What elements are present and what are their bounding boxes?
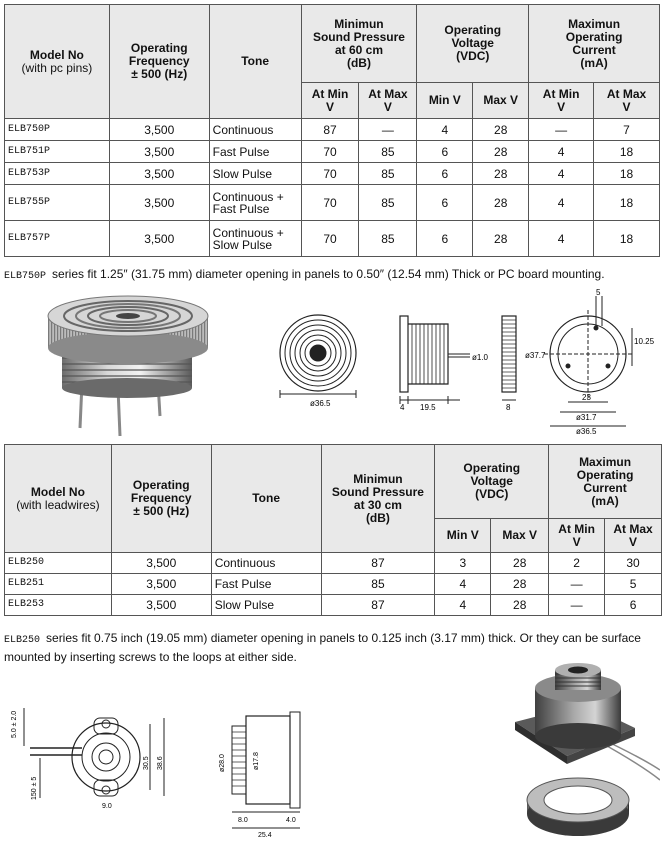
dim-diameter-b: ø17.8 xyxy=(253,752,260,770)
cell-voltage-min: 6 xyxy=(417,185,473,221)
cell-current-min: — xyxy=(549,574,605,595)
cell-current-max: 5 xyxy=(605,574,662,595)
cell-voltage-min: 4 xyxy=(435,574,491,595)
cell-current-min: 4 xyxy=(529,185,594,221)
caption-text: series fit 0.75 inch (19.05 mm) diameter opening in panels to 0.125 inch (3.17 mm) thick. Or they can be surface mounted by inserting screws to the loops at either side. xyxy=(4,631,641,664)
cell-current-min: 2 xyxy=(549,553,605,574)
cell-tone: Continuous + Slow Pulse xyxy=(209,221,301,257)
col-model-header: Model No (with leadwires) xyxy=(5,445,112,553)
dim-front-diameter: ø36.5 xyxy=(310,399,331,408)
dim-side-b: 19.5 xyxy=(420,403,436,412)
table-row xyxy=(5,553,662,574)
cell-tone: Fast Pulse xyxy=(211,574,321,595)
cell-voltage-max: 28 xyxy=(473,141,529,163)
cell-frequency: 3,500 xyxy=(111,595,211,616)
cell-model: ELB751P xyxy=(5,141,110,163)
dim-ring-diameter: ø37.7 xyxy=(525,351,546,360)
cell-current-max: 7 xyxy=(594,119,660,141)
dim-top-width: 5 xyxy=(596,288,601,297)
subcol-current-at-min: At Min V xyxy=(549,519,605,553)
cell-voltage-max: 28 xyxy=(473,221,529,257)
cell-model: ELB753P xyxy=(5,163,110,185)
dim-inner-diameter: ø31.7 xyxy=(576,413,597,422)
col-tone-header: Tone xyxy=(211,445,321,553)
col-voltage-header: Operating Voltage (VDC) xyxy=(417,5,529,83)
cell-pressure-min: 87 xyxy=(301,119,359,141)
col-current-header: Maximun Operating Current (mA) xyxy=(529,5,660,83)
spec-table-pc-pins xyxy=(4,4,660,257)
cell-voltage-max: 28 xyxy=(491,595,549,616)
cell-voltage-min: 4 xyxy=(417,119,473,141)
subcol-voltage-max: Max V xyxy=(473,83,529,119)
cell-current-max: 18 xyxy=(594,163,660,185)
col-tone-header: Tone xyxy=(209,5,301,119)
subcol-pressure-at-min: At Min V xyxy=(301,83,359,119)
cell-tone: Continuous xyxy=(211,553,321,574)
cell-current-min: 4 xyxy=(529,141,594,163)
cell-tone: Fast Pulse xyxy=(209,141,301,163)
cell-current-min: 4 xyxy=(529,221,594,257)
dim-hole: 5.0 ± 2.0 xyxy=(11,710,18,738)
dim-depth-total: 25.4 xyxy=(258,832,272,838)
dim-depth-b: 4.0 xyxy=(286,817,296,824)
caption-model: ELB750P xyxy=(4,271,47,282)
cell-current-max: 30 xyxy=(605,553,662,574)
cell-voltage-max: 28 xyxy=(473,163,529,185)
cell-current-min: 4 xyxy=(529,163,594,185)
cell-voltage-max: 28 xyxy=(491,553,549,574)
subcol-current-at-min: At Min V xyxy=(529,83,594,119)
cell-current-max: 18 xyxy=(594,185,660,221)
cell-tone: Continuous + Fast Pulse xyxy=(209,185,301,221)
cell-tone: Slow Pulse xyxy=(211,595,321,616)
cell-voltage-max: 28 xyxy=(491,574,549,595)
cell-pressure-max: 85 xyxy=(359,141,417,163)
subcol-voltage-min: Min V xyxy=(435,519,491,553)
table-row xyxy=(5,595,662,616)
cell-pressure: 87 xyxy=(321,553,435,574)
cell-model: ELB253 xyxy=(5,595,112,616)
col-current-header: Maximun Operating Current (mA) xyxy=(549,445,662,519)
cell-voltage-min: 6 xyxy=(417,141,473,163)
buzzer-leadwire-drawing xyxy=(10,688,310,838)
cell-pressure-min: 70 xyxy=(301,141,359,163)
dim-span-b: 38.6 xyxy=(157,756,164,770)
spec-table-leadwires xyxy=(4,444,662,616)
dim-bottom: 9.0 xyxy=(102,803,112,810)
dim-span-a: 30.5 xyxy=(143,756,150,770)
subcol-current-at-max: At Max V xyxy=(605,519,662,553)
cell-pressure-min: 70 xyxy=(301,185,359,221)
cell-current-min: — xyxy=(529,119,594,141)
cell-model: ELB755P xyxy=(5,185,110,221)
cell-model: ELB251 xyxy=(5,574,112,595)
cell-model: ELB750P xyxy=(5,119,110,141)
col-frequency-header: Operating Frequency ± 500 (Hz) xyxy=(111,445,211,553)
caption-pc-pins-series xyxy=(4,266,660,285)
dim-lead-length: 150 ± 5 xyxy=(31,776,38,800)
col-frequency-header: Operating Frequency ± 500 (Hz) xyxy=(109,5,209,119)
dim-spacing: 23 xyxy=(582,393,591,402)
dim-diameter-a: ø28.0 xyxy=(219,754,226,772)
table-row xyxy=(5,141,660,163)
buzzer-pc-pins-drawing xyxy=(270,286,660,438)
cell-pressure-min: 70 xyxy=(301,163,359,185)
dim-side-a: 4 xyxy=(400,403,405,412)
cell-voltage-max: 28 xyxy=(473,119,529,141)
cell-pressure-max: — xyxy=(359,119,417,141)
cell-current-max: 18 xyxy=(594,221,660,257)
table-row xyxy=(5,185,660,221)
col-model-header: Model No (with pc pins) xyxy=(5,5,110,119)
cell-voltage-min: 3 xyxy=(435,553,491,574)
subcol-pressure-at-max: At Max V xyxy=(359,83,417,119)
cell-voltage-min: 6 xyxy=(417,163,473,185)
cell-voltage-min: 6 xyxy=(417,221,473,257)
cell-pressure-max: 85 xyxy=(359,221,417,257)
buzzer-pc-pins-photo xyxy=(30,288,240,438)
cell-pressure-max: 85 xyxy=(359,163,417,185)
cell-current-max: 18 xyxy=(594,141,660,163)
cell-tone: Continuous xyxy=(209,119,301,141)
cell-current-min: — xyxy=(549,595,605,616)
cell-pressure-max: 85 xyxy=(359,185,417,221)
dim-outer-diameter: ø36.5 xyxy=(576,427,597,436)
caption-text: series fit 1.25″ (31.75 mm) diameter opening in panels to 0.50″ (12.54 mm) Thick or PC board mounting. xyxy=(52,267,605,281)
col-pressure-header: Minimun Sound Pressure at 30 cm (dB) xyxy=(321,445,435,553)
cell-model: ELB757P xyxy=(5,221,110,257)
cell-voltage-min: 4 xyxy=(435,595,491,616)
cell-frequency: 3,500 xyxy=(109,185,209,221)
table-row xyxy=(5,119,660,141)
cell-tone: Slow Pulse xyxy=(209,163,301,185)
table-row xyxy=(5,221,660,257)
dim-height: 10.25 xyxy=(634,337,655,346)
caption-model: ELB250 xyxy=(4,635,41,646)
cell-frequency: 3,500 xyxy=(109,221,209,257)
cell-frequency: 3,500 xyxy=(109,163,209,185)
buzzer-leadwire-photo xyxy=(505,660,660,846)
table-row xyxy=(5,574,662,595)
dim-pin-diameter: ø1.0 xyxy=(472,353,489,362)
cell-frequency: 3,500 xyxy=(111,574,211,595)
cell-frequency: 3,500 xyxy=(109,119,209,141)
cell-pressure: 85 xyxy=(321,574,435,595)
subcol-current-at-max: At Max V xyxy=(594,83,660,119)
cell-pressure: 87 xyxy=(321,595,435,616)
subcol-voltage-max: Max V xyxy=(491,519,549,553)
table-row xyxy=(5,163,660,185)
dim-depth-a: 8.0 xyxy=(238,817,248,824)
cell-voltage-max: 28 xyxy=(473,185,529,221)
subcol-voltage-min: Min V xyxy=(417,83,473,119)
col-pressure-header: Minimun Sound Pressure at 60 cm (dB) xyxy=(301,5,417,83)
cell-frequency: 3,500 xyxy=(109,141,209,163)
cell-model: ELB250 xyxy=(5,553,112,574)
dim-ring-width: 8 xyxy=(506,403,511,412)
cell-current-max: 6 xyxy=(605,595,662,616)
cell-frequency: 3,500 xyxy=(111,553,211,574)
cell-pressure-min: 70 xyxy=(301,221,359,257)
col-voltage-header: Operating Voltage (VDC) xyxy=(435,445,549,519)
